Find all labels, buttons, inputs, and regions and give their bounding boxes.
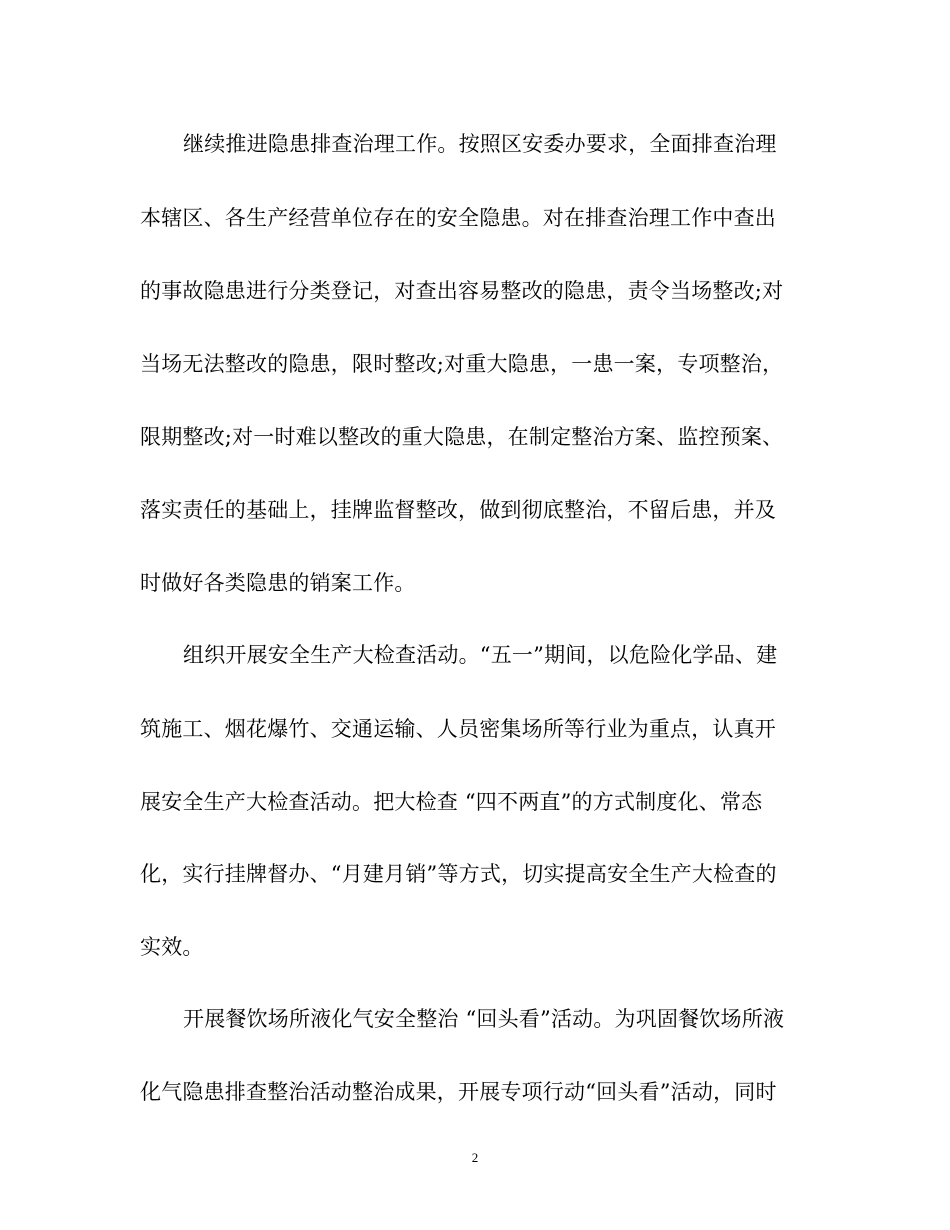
text-line: 展安全生产大检查活动。把大检查 “四不两直”的方式制度化、常态	[140, 790, 763, 814]
text-line: 继续推进隐患排查治理工作。按照区安委办要求，全面排查治理	[183, 132, 777, 156]
text-line: 实效。	[140, 935, 204, 959]
text-line: 限期整改;对一时难以整改的重大隐患，在制定整治方案、监控预案、	[140, 425, 784, 449]
text-line: 时做好各类隐患的销案工作。	[140, 571, 416, 595]
text-line: 筑施工、烟花爆竹、交通运输、人员密集场所等行业为重点，认真开	[140, 717, 776, 741]
page-number: 2	[471, 1150, 479, 1165]
text-line: 开展餐饮场所液化气安全整治 “回头看”活动。为巩固餐饮场所液	[183, 1007, 785, 1031]
text-line: 化，实行挂牌督办、“月建月销”等方式，切实提高安全生产大检查的	[140, 862, 777, 886]
text-line: 的事故隐患进行分类登记，对查出容易整改的隐患，责令当场整改;对	[140, 279, 784, 303]
text-line: 当场无法整改的隐患，限时整改;对重大隐患，一患一案，专项整治，	[140, 352, 784, 376]
text-line: 化气隐患排查整治活动整治成果，开展专项行动“回头看”活动，同时	[140, 1080, 777, 1104]
text-line: 本辖区、各生产经营单位存在的安全隐患。对在排查治理工作中查出	[140, 206, 776, 230]
text-line: 组织开展安全生产大检查活动。“五一”期间，以危险化学品、建	[183, 643, 778, 667]
text-line: 落实责任的基础上，挂牌监督整改，做到彻底整治，不留后患，并及	[140, 498, 776, 522]
